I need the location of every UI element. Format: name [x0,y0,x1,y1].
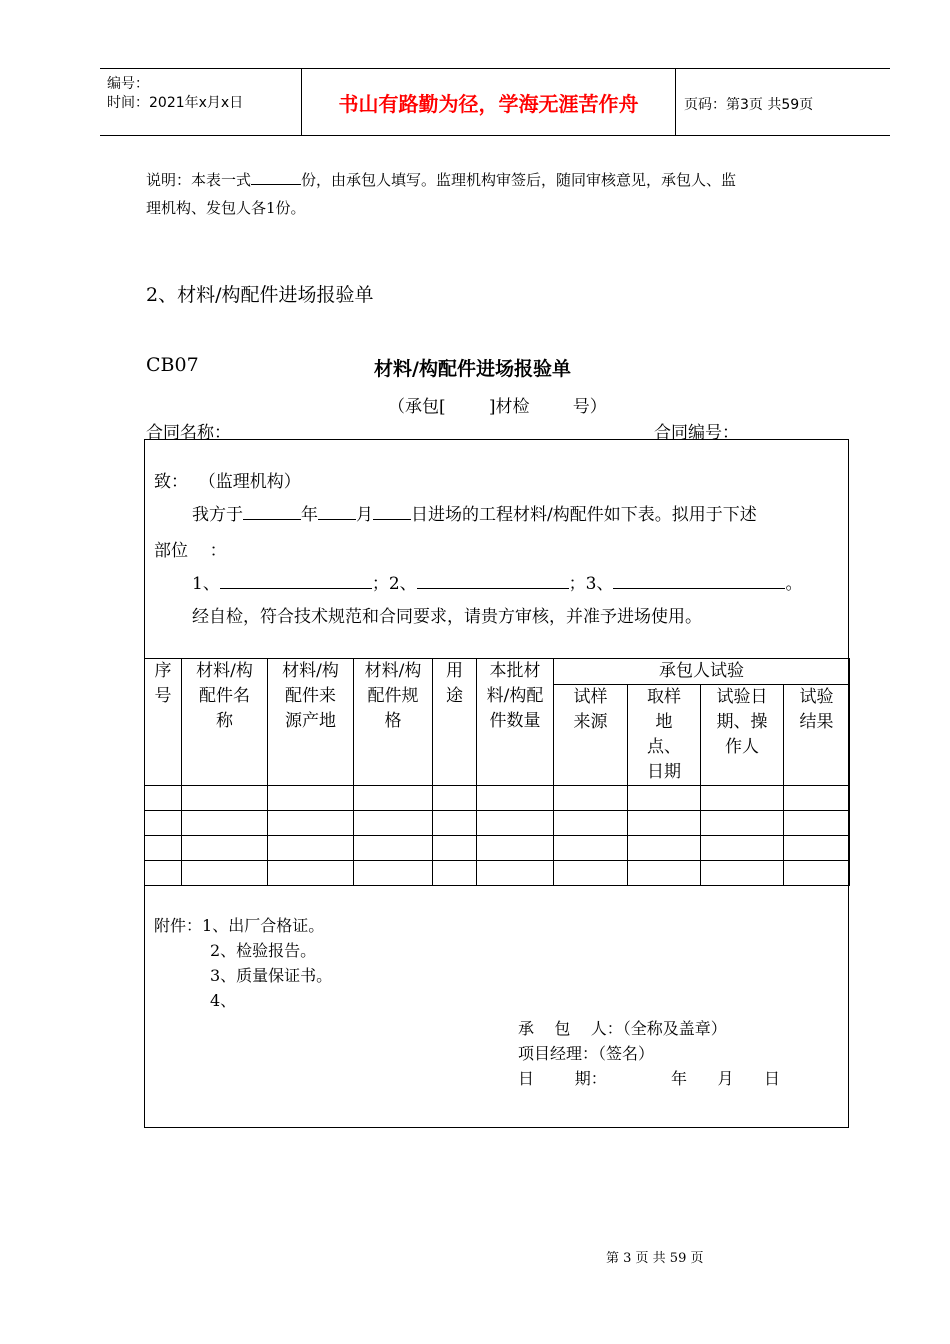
month-blank [318,502,356,520]
table-cell[interactable] [628,786,701,811]
table-cell[interactable] [784,786,850,811]
header-usage: 用途 [433,659,477,786]
intro-line: 我方于 年 月 日进场的工程材料/构配件如下表。拟用于下述 [192,500,757,525]
header-top-rule [100,68,890,69]
table-row [145,861,850,886]
table-cell[interactable] [784,861,850,886]
note-line-2: 理机构、发包人各1份。 [146,199,306,217]
table-cell[interactable] [145,836,182,861]
table-cell[interactable] [268,811,354,836]
table-cell[interactable] [701,836,784,861]
table-cell[interactable] [554,786,628,811]
header-sampling-place-date: 取样地点、日期 [628,685,701,786]
location-items: 1、 ；2、 ；3、 。 [192,569,802,594]
table-row [145,786,850,811]
header-page-info: 页码：第3页 共59页 [684,97,814,113]
location-3-blank [613,571,785,589]
table-cell[interactable] [554,861,628,886]
table-cell[interactable] [701,786,784,811]
attachment-item-3: 3、质量保证书。 [210,966,333,985]
header-test-result: 试验结果 [784,685,850,786]
location-2-blank [417,571,569,589]
table-cell[interactable] [145,811,182,836]
table-cell[interactable] [784,811,850,836]
header-time: 时间：2021年x月x日 [107,95,244,111]
table-cell[interactable] [182,811,268,836]
table-cell[interactable] [477,861,554,886]
page-footer: 第 3 页 共 59 页 [606,1251,704,1266]
intro-line-2: 部位 ： [154,541,227,561]
table-cell[interactable] [354,786,433,811]
table-cell[interactable] [433,836,477,861]
table-cell[interactable] [628,811,701,836]
table-cell[interactable] [433,786,477,811]
attachment-item-1: 1、出厂合格证。 [202,916,325,935]
table-cell[interactable] [477,836,554,861]
table-cell[interactable] [433,861,477,886]
header-bottom-rule [100,135,890,136]
form-title: 材料/构配件进场报验单 [374,358,571,380]
table-row [145,836,850,861]
table-cell[interactable] [268,861,354,886]
header-material-spec: 材料/构配件规格 [354,659,433,786]
day-blank [373,502,411,520]
table-cell[interactable] [701,811,784,836]
date-fields: 年 月 日 [671,1069,781,1088]
table-cell[interactable] [182,836,268,861]
table-cell[interactable] [145,786,182,811]
table-cell[interactable] [477,786,554,811]
header-test-date-operator: 试验日期、操作人 [701,685,784,786]
header-contractor-test: 承包人试验 [554,659,850,685]
attachment-item-4: 4、 [210,991,237,1010]
header-batch-quantity: 本批材料/构配件数量 [477,659,554,786]
materials-table [144,658,850,886]
table-row [145,811,850,836]
header-slogan: 书山有路勤为径，学海无涯苦作舟 [338,92,639,116]
table-cell[interactable] [628,836,701,861]
section-heading: 2、材料/构配件进场报验单 [146,284,374,306]
table-cell[interactable] [701,861,784,886]
attachments [154,913,332,1013]
header-material-name: 材料/构配件名称 [182,659,268,786]
header-divider-right [675,68,676,135]
table-cell[interactable] [354,861,433,886]
header-number-label: 编号： [107,76,149,92]
header-material-origin: 材料/构配件来源产地 [268,659,354,786]
header-serial: 序号 [145,659,182,786]
self-check-text: 经自检，符合技术规范和合同要求，请贵方审核，并准予进场使用。 [192,607,702,627]
project-manager-signature: 项目经理：（签名） [518,1044,655,1063]
table-cell[interactable] [554,811,628,836]
location-1-blank [220,571,372,589]
table-cell[interactable] [182,786,268,811]
table-cell[interactable] [433,811,477,836]
attachment-item-2: 2、检验报告。 [210,941,317,960]
table-cell[interactable] [628,861,701,886]
table-cell[interactable] [182,861,268,886]
attachments-label: 附件： [154,916,203,935]
table-cell[interactable] [268,786,354,811]
table-cell[interactable] [477,811,554,836]
to-line: 致： （监理机构） [154,472,301,492]
form-subtitle: （承包[ ]材检 号） [388,397,607,417]
table-cell[interactable] [784,836,850,861]
form-code: CB07 [146,354,199,376]
note-paragraph [146,166,856,222]
table-cell[interactable] [145,861,182,886]
table-cell[interactable] [354,811,433,836]
date-label: 日 期： [518,1069,607,1088]
note-line-1: 说明：本表一式 份，由承包人填写。监理机构审签后，随同审核意见，承包人、监 [146,166,856,194]
header-sample-source: 试样来源 [554,685,628,786]
contractor-signature: 承 包 人：（全称及盖章） [518,1019,727,1038]
table-cell[interactable] [554,836,628,861]
copies-blank [251,167,301,185]
year-blank [243,502,301,520]
contract-no-label: 合同编号： [654,423,739,443]
table-cell[interactable] [268,836,354,861]
contract-name-label: 合同名称： [146,423,231,443]
table-cell[interactable] [354,836,433,861]
